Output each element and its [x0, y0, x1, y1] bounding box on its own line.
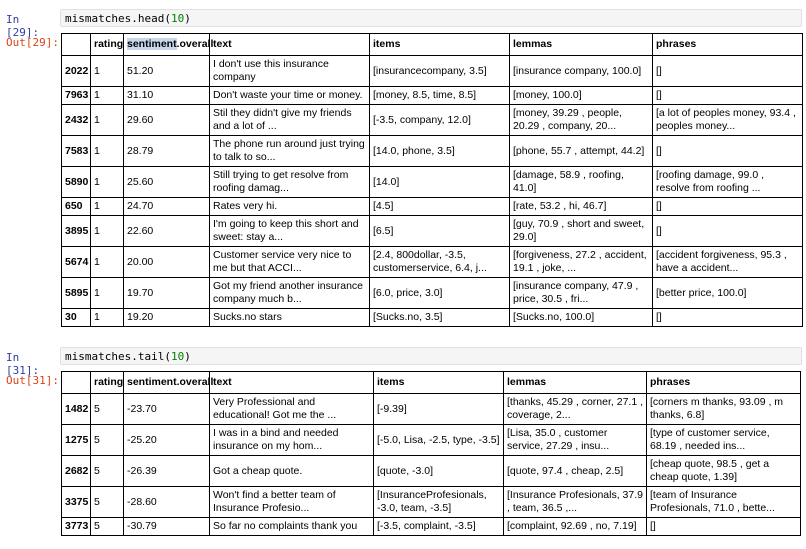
cell-lemmas: [Sucks.no, 100.0] — [510, 309, 653, 327]
column-header-items: items — [370, 34, 510, 56]
cell-items: [-3.5, company, 12.0] — [370, 105, 510, 136]
output-prompt: Out[29]: — [6, 36, 59, 49]
cell-sentiment: 24.70 — [124, 198, 210, 216]
row-index: 650 — [62, 198, 91, 216]
row-index: 5890 — [62, 167, 91, 198]
cell-items: [6.5] — [370, 216, 510, 247]
cell-text: So far no complaints thank you — [210, 518, 374, 536]
dataframe-table-tail — [61, 371, 801, 536]
cell-sentiment: 51.20 — [124, 56, 210, 87]
cell-rating: 1 — [91, 278, 124, 309]
cell-lemmas: [thanks, 45.29 , corner, 27.1 , coverage, 2... — [504, 394, 647, 425]
cell-items: [2.4, 800dollar, -3.5, customerservice, 6.4, j... — [370, 247, 510, 278]
code-close: ) — [184, 350, 191, 363]
cell-rating: 1 — [91, 87, 124, 105]
cell-items: [-5.0, Lisa, -2.5, type, -3.5] — [374, 425, 504, 456]
column-header-sentiment-overall — [124, 34, 214, 56]
cell-rating: 5 — [91, 518, 124, 536]
table-row — [62, 487, 801, 518]
cell-rating: 5 — [91, 425, 124, 456]
cell-phrases: [type of customer service, 68.19 , needed ins... — [647, 425, 801, 456]
cell-phrases: [] — [653, 56, 803, 87]
cell-sentiment: -23.70 — [124, 394, 210, 425]
column-header-rating: rating — [91, 372, 124, 394]
cell-sentiment: 19.70 — [124, 278, 210, 309]
row-index: 2432 — [62, 105, 91, 136]
cell-phrases: [] — [653, 198, 803, 216]
column-header-sentiment-overall: sentiment.overall — [124, 372, 210, 394]
cell-rating: 1 — [91, 309, 124, 327]
column-header-items: items — [374, 372, 504, 394]
cell-phrases: [better price, 100.0] — [653, 278, 803, 309]
column-header-text: text — [210, 372, 374, 394]
dataframe-table-head — [61, 33, 803, 327]
cell-lemmas: [quote, 97.4 , cheap, 2.5] — [504, 456, 647, 487]
cell-lemmas: [money, 39.29 , people, 20.29 , company, 20... — [510, 105, 653, 136]
cell-text: I was in a bind and needed insurance on my hom... — [210, 425, 374, 456]
code-cell-input[interactable] — [60, 9, 802, 27]
cell-phrases: [] — [653, 87, 803, 105]
cell-phrases: [cheap quote, 98.5 , get a cheap quote, 1.39] — [647, 456, 801, 487]
row-index: 30 — [62, 309, 91, 327]
cell-phrases: [roofing damage, 99.0 , resolve from roofing ... — [653, 167, 803, 198]
cell-lemmas: [money, 100.0] — [510, 87, 653, 105]
cell-lemmas: [damage, 58.9 , roofing, 41.0] — [510, 167, 653, 198]
table-row — [62, 425, 801, 456]
cell-sentiment: 22.60 — [124, 216, 210, 247]
cell-text: Got a cheap quote. — [210, 456, 374, 487]
output-prompt: Out[31]: — [6, 374, 59, 387]
cell-text: The phone run around just trying to talk to so... — [210, 136, 370, 167]
row-index: 1275 — [62, 425, 91, 456]
cell-lemmas: [phone, 55.7 , attempt, 44.2] — [510, 136, 653, 167]
cell-lemmas: [insurance company, 100.0] — [510, 56, 653, 87]
table-row — [62, 198, 803, 216]
cell-text: Don't waste your time or money. — [210, 87, 370, 105]
cell-phrases: [] — [647, 518, 801, 536]
cell-lemmas: [complaint, 92.69 , no, 7.19] — [504, 518, 647, 536]
cell-text: Customer service very nice to me but that ACCI... — [210, 247, 370, 278]
index-header — [62, 372, 91, 394]
cell-phrases: [corners m thanks, 93.09 , m thanks, 6.8] — [647, 394, 801, 425]
table-row — [62, 518, 801, 536]
column-header-rating: rating — [91, 34, 124, 56]
cell-sentiment: 31.10 — [124, 87, 210, 105]
cell-items: [4.5] — [370, 198, 510, 216]
cell-text: I'm going to keep this short and sweet: stay a... — [210, 216, 370, 247]
cell-rating: 1 — [91, 167, 124, 198]
cell-lemmas: [Insurance Profesionals, 37.9 , team, 36.5 ,... — [504, 487, 647, 518]
cell-sentiment: 20.00 — [124, 247, 210, 278]
input-prompt: In [29]: — [6, 13, 40, 39]
column-header-lemmas: lemmas — [510, 34, 653, 56]
column-header-phrases: phrases — [647, 372, 801, 394]
cell-items: [Sucks.no, 3.5] — [370, 309, 510, 327]
cell-lemmas: [guy, 70.9 , short and sweet, 29.0] — [510, 216, 653, 247]
table-row — [62, 167, 803, 198]
cell-rating: 1 — [91, 198, 124, 216]
cell-lemmas: [Lisa, 35.0 , customer service, 27.29 , insu... — [504, 425, 647, 456]
table-row — [62, 136, 803, 167]
table-row — [62, 309, 803, 327]
cell-text: Won't find a better team of Insurance Profesio... — [210, 487, 374, 518]
row-index: 2022 — [62, 56, 91, 87]
cell-phrases: [accident forgiveness, 95.3 , have a accident... — [653, 247, 803, 278]
row-index: 5895 — [62, 278, 91, 309]
cell-sentiment: 19.20 — [124, 309, 210, 327]
cell-items: [14.0, phone, 3.5] — [370, 136, 510, 167]
row-index: 1482 — [62, 394, 91, 425]
table-row — [62, 456, 801, 487]
code-argument: 10 — [170, 350, 185, 363]
column-header-suffix: .overall — [176, 38, 214, 50]
cell-phrases: [] — [653, 216, 803, 247]
selected-text-highlight: sentiment — [127, 38, 177, 50]
input-prompt: In [31]: — [6, 351, 40, 377]
table-row — [62, 87, 803, 105]
table-header-row — [62, 372, 801, 394]
row-index: 3375 — [62, 487, 91, 518]
cell-items: [quote, -3.0] — [374, 456, 504, 487]
cell-sentiment: 25.60 — [124, 167, 210, 198]
code-text: mismatches.tail( — [65, 350, 171, 363]
table-row — [62, 216, 803, 247]
table-row — [62, 278, 803, 309]
column-header-text: text — [210, 34, 370, 56]
cell-text: Got my friend another insurance company much b... — [210, 278, 370, 309]
cell-text: Rates very hi. — [210, 198, 370, 216]
cell-items: [14.0] — [370, 167, 510, 198]
cell-rating: 1 — [91, 136, 124, 167]
cell-rating: 1 — [91, 105, 124, 136]
code-argument: 10 — [170, 12, 185, 25]
cell-lemmas: [rate, 53.2 , hi, 46.7] — [510, 198, 653, 216]
cell-text: Still trying to get resolve from roofing damag... — [210, 167, 370, 198]
table-row — [62, 247, 803, 278]
cell-phrases: [team of Insurance Profesionals, 71.0 , bette... — [647, 487, 801, 518]
table-row — [62, 394, 801, 425]
row-index: 7963 — [62, 87, 91, 105]
cell-items: [-9.39] — [374, 394, 504, 425]
column-header-lemmas: lemmas — [504, 372, 647, 394]
row-index: 3773 — [62, 518, 91, 536]
cell-sentiment: -28.60 — [124, 487, 210, 518]
row-index: 2682 — [62, 456, 91, 487]
cell-text: I don't use this insurance company — [210, 56, 370, 87]
cell-phrases: [a lot of peoples money, 93.4 , peoples money... — [653, 105, 803, 136]
cell-rating: 1 — [91, 56, 124, 87]
cell-lemmas: [insurance company, 47.9 , price, 30.5 , fri... — [510, 278, 653, 309]
code-text: mismatches.head( — [65, 12, 171, 25]
cell-rating: 1 — [91, 247, 124, 278]
cell-rating: 5 — [91, 487, 124, 518]
table-header-row — [62, 34, 803, 56]
cell-sentiment: -30.79 — [124, 518, 210, 536]
cell-items: [InsuranceProfesionals, -3.0, team, -3.5] — [374, 487, 504, 518]
cell-text: Very Professional and educational! Got me the ... — [210, 394, 374, 425]
table-row — [62, 56, 803, 87]
cell-text: Sucks.no stars — [210, 309, 370, 327]
cell-sentiment: 29.60 — [124, 105, 210, 136]
cell-items: [money, 8.5, time, 8.5] — [370, 87, 510, 105]
cell-sentiment: -25.20 — [124, 425, 210, 456]
cell-lemmas: [forgiveness, 27.2 , accident, 19.1 , joke, ... — [510, 247, 653, 278]
cell-rating: 5 — [91, 456, 124, 487]
row-index: 3895 — [62, 216, 91, 247]
cell-phrases: [] — [653, 309, 803, 327]
table-row — [62, 105, 803, 136]
cell-phrases: [] — [653, 136, 803, 167]
code-cell-input[interactable] — [60, 347, 802, 365]
cell-text: Stil they didn't give my friends and a lot of ... — [210, 105, 370, 136]
column-header-phrases: phrases — [653, 34, 803, 56]
cell-sentiment: -26.39 — [124, 456, 210, 487]
cell-items: [insurancecompany, 3.5] — [370, 56, 510, 87]
cell-rating: 5 — [91, 394, 124, 425]
cell-items: [6.0, price, 3.0] — [370, 278, 510, 309]
row-index: 7583 — [62, 136, 91, 167]
cell-sentiment: 28.79 — [124, 136, 210, 167]
cell-rating: 1 — [91, 216, 124, 247]
cell-items: [-3.5, complaint, -3.5] — [374, 518, 504, 536]
code-close: ) — [184, 12, 191, 25]
index-header — [62, 34, 91, 56]
row-index: 5674 — [62, 247, 91, 278]
